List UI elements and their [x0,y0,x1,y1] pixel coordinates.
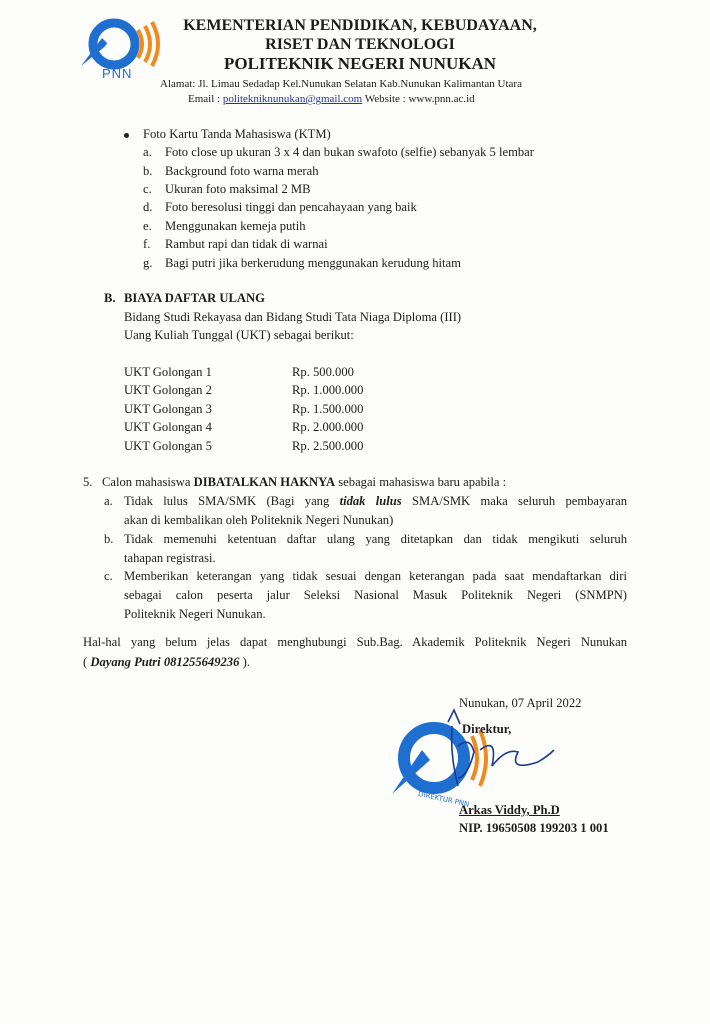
list-item-marker: a. [143,145,152,159]
ukt-label: UKT Golongan 4 [124,420,212,434]
ukt-amount: Rp. 1.000.000 [292,383,364,397]
email-link[interactable]: politekniknunukan@gmail.com [222,93,363,105]
condition-b-line1: Tidak memenuhi ketentuan daftar ulang yang ditetapkan dan tidak mengikuti seluruh [124,532,627,546]
ktm-title: Foto Kartu Tanda Mahasiswa (KTM) [143,127,331,141]
section-desc: Uang Kuliah Tunggal (UKT) sebagai berikut: [124,328,354,342]
website: Website : www.pnn.ac.id [364,93,475,105]
intro-post: sebagai mahasiswa baru apabila : [338,475,507,489]
closing-line: Hal-hal yang belum jelas dapat menghubungi Sub.Bag. Akademik Politeknik Negeri Nunukan [83,635,627,649]
section-number: 5. [83,475,93,489]
list-item: Rambut rapi dan tidak di warnai [165,237,328,251]
ukt-amount: Rp. 2.000.000 [292,420,364,434]
signatory-title: Direktur, [462,722,512,736]
intro-pre: Calon mahasiswa [102,475,191,489]
ministry-line-2: RISET DAN TEKNOLOGI [265,36,455,53]
contact-line [188,93,475,105]
list-item-marker: f. [143,237,151,251]
list-item: Foto beresolusi tinggi dan pencahayaan yang baik [165,200,417,214]
ukt-label: UKT Golongan 5 [124,439,212,453]
list-item: Foto close up ukuran 3 x 4 dan bukan swafoto (selfie) sebanyak 5 lembar [165,145,534,159]
address: Alamat: Jl. Limau Sedadap Kel.Nunukan Selatan Kab.Nunukan Kalimantan Utara [160,78,522,90]
list-item-marker: d. [143,200,153,214]
condition-a-line1 [124,494,627,509]
contact-name-phone: Dayang Putri 081255649236 [90,655,240,669]
condition-a-emphasis: tidak lulus [339,494,402,508]
list-item: Menggunakan kemeja putih [165,219,306,233]
list-item-marker: g. [143,256,153,270]
institution-name: POLITEKNIK NEGERI NUNUKAN [223,54,497,73]
stamp-text: DIREKTUR PNN [417,790,470,809]
ukt-amount: Rp. 2.500.000 [292,439,364,453]
cancellation-intro [102,475,506,490]
signatory-name: Arkas Viddy, Ph.D [459,803,560,817]
ukt-label: UKT Golongan 2 [124,383,212,397]
condition-b-line2: tahapan registrasi. [124,551,216,565]
list-item: Background foto warna merah [165,164,319,178]
condition-a-pre: Tidak lulus SMA/SMK (Bagi yang [124,494,330,508]
ukt-label: UKT Golongan 1 [124,365,212,379]
list-item: Bagi putri jika berkerudung menggunakan kerudung hitam [165,256,461,270]
paren-open: ( [83,655,88,669]
email-label: Email : [188,93,221,105]
contact-person [83,655,250,670]
condition-c-line1: Memberikan keterangan yang tidak sesuai dengan keterangan pada saat mendaftarkan diri [124,569,627,583]
ukt-amount: Rp. 500.000 [292,365,354,379]
condition-c-line3: Politeknik Negeri Nunukan. [124,607,266,621]
condition-a-line2: akan di kembalikan oleh Politeknik Negeri Nunukan) [124,513,394,527]
list-item-marker: e. [143,219,152,233]
intro-emphasis: DIBATALKAN HAKNYA [193,475,336,489]
signatory-nip: NIP. 19650508 199203 1 001 [459,821,609,835]
list-item-marker: b. [143,164,153,178]
ukt-amount: Rp. 1.500.000 [292,402,364,416]
condition-c-line2: sebagai calon peserta jalur Seleksi Nasional Masuk Politeknik Negeri (SNMPN) [124,588,627,602]
list-item: Ukuran foto maksimal 2 MB [165,182,311,196]
condition-a-post: SMA/SMK maka seluruh pembayaran [412,494,627,508]
place-date: Nunukan, 07 April 2022 [459,696,582,710]
ukt-label: UKT Golongan 3 [124,402,212,416]
section-marker: B. [104,291,116,305]
ministry-line-1: KEMENTERIAN PENDIDIKAN, KEBUDAYAAN, [183,17,537,34]
list-item-marker: b. [104,532,114,546]
list-item-marker: c. [104,569,113,583]
paren-close: ). [242,655,250,669]
list-item-marker: a. [104,494,113,508]
logo-text: PNN [102,66,133,81]
section-heading: BIAYA DAFTAR ULANG [124,291,265,305]
section-desc: Bidang Studi Rekayasa dan Bidang Studi Tata Niaga Diploma (III) [124,310,462,324]
bullet-icon [124,133,129,138]
list-item-marker: c. [143,182,152,196]
